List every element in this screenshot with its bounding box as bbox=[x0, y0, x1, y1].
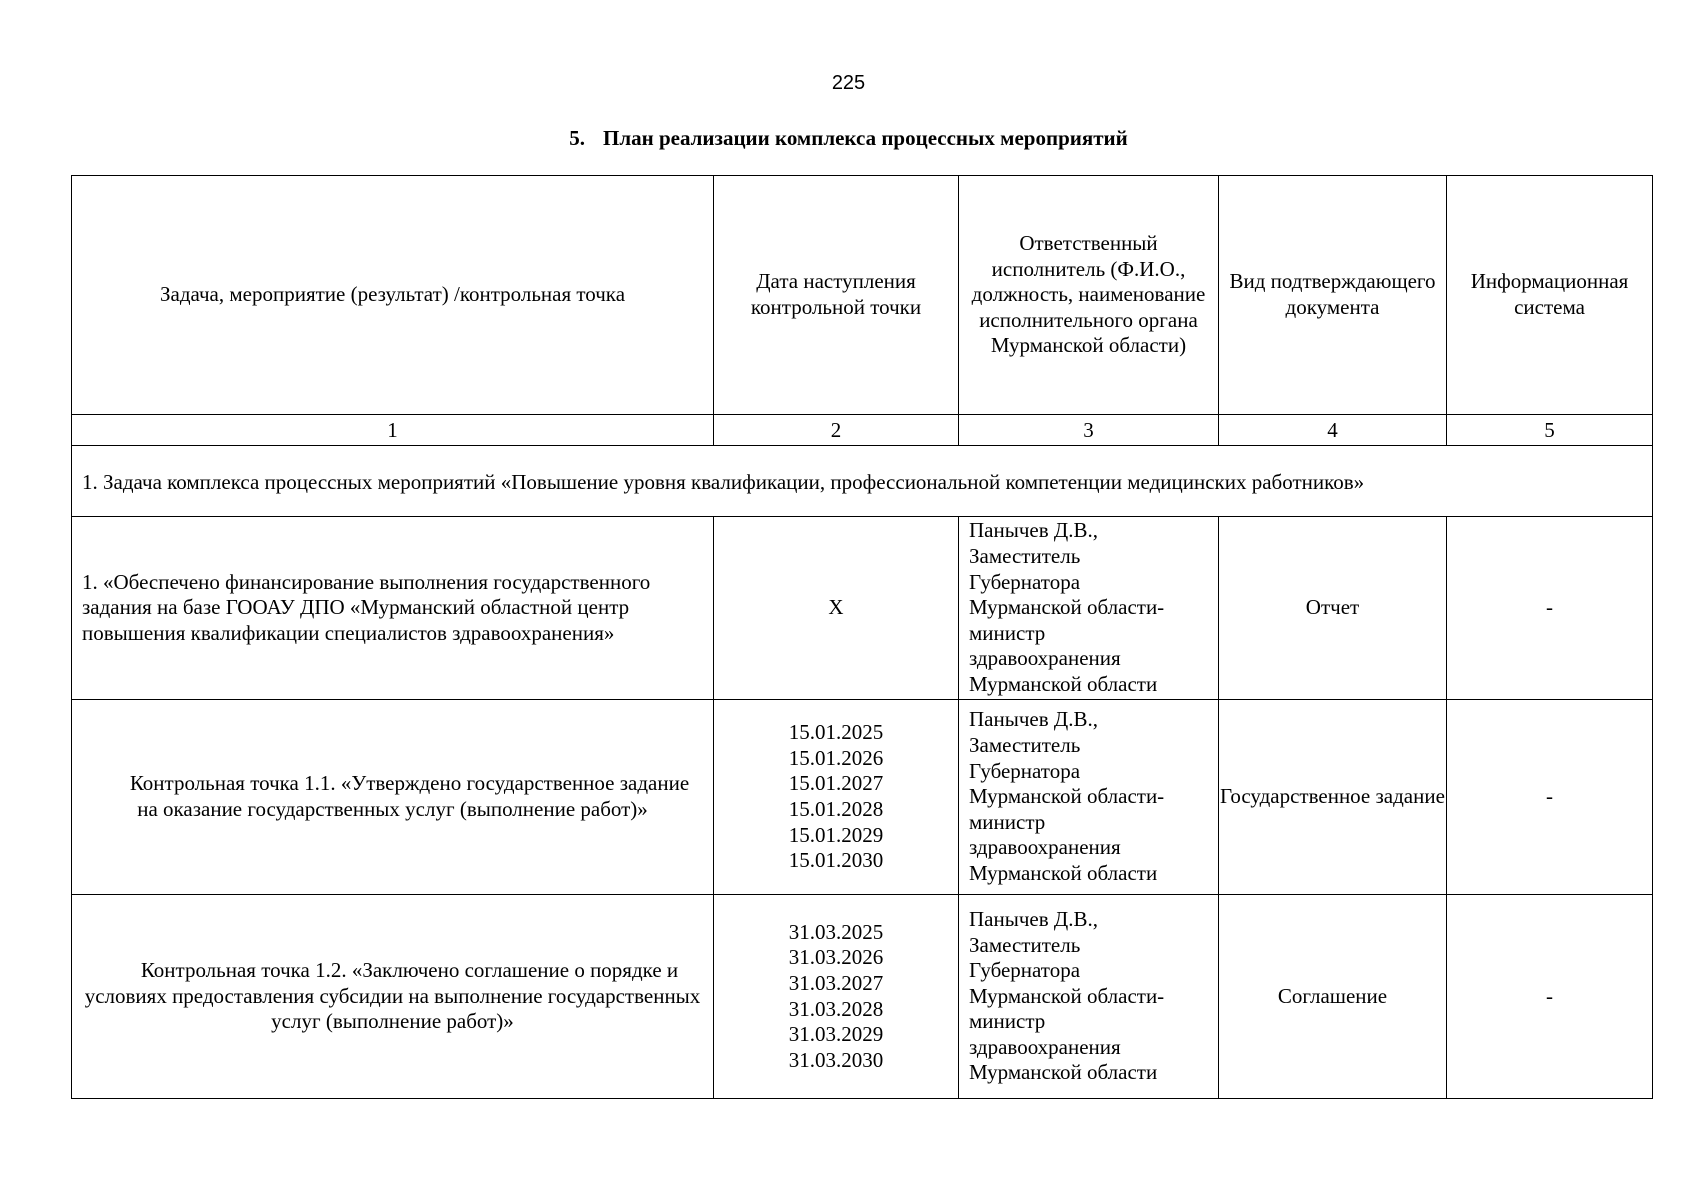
header-responsible: Ответственный исполнитель (Ф.И.О., должность, наименование исполнительного органа Мурманской области) bbox=[959, 176, 1219, 415]
row-date: 15.01.2028 bbox=[788, 797, 884, 821]
row-responsible bbox=[959, 700, 1219, 895]
row-responsible bbox=[959, 517, 1219, 700]
column-number: 1 bbox=[72, 415, 714, 446]
row-date: 15.01.2029 bbox=[788, 822, 884, 847]
row-system: - bbox=[1447, 895, 1653, 1099]
row-name: Контрольная точка 1.2. «Заключено соглашение о порядке и условиях предоставления субсидии на выполнение государственных услуг (выполнение работ)» bbox=[84, 958, 701, 1034]
responsible-line: здравоохранения bbox=[969, 646, 1121, 671]
header-date: Дата наступления контрольной точки bbox=[714, 176, 959, 415]
column-number: 3 bbox=[959, 415, 1219, 446]
row-document: Соглашение bbox=[1219, 895, 1447, 1099]
responsible-line: Губернатора bbox=[969, 758, 1081, 783]
row-date: 31.03.2026 bbox=[788, 945, 884, 970]
row-date: 31.03.2030 bbox=[788, 1047, 884, 1072]
row-dates bbox=[714, 700, 959, 895]
row-date: 31.03.2029 bbox=[788, 1022, 884, 1047]
responsible-line: министр bbox=[969, 620, 1046, 645]
responsible-line: здравоохранения bbox=[969, 835, 1121, 860]
row-date: 15.01.2026 bbox=[788, 745, 884, 770]
header-row bbox=[72, 176, 1653, 415]
responsible-line: Мурманской области bbox=[969, 860, 1158, 885]
responsible-line: Губернатора bbox=[969, 569, 1081, 594]
column-number: 5 bbox=[1447, 415, 1653, 446]
responsible-line: министр bbox=[969, 809, 1046, 834]
row-name-cell bbox=[72, 700, 714, 895]
responsible-line: Мурманской области bbox=[969, 1060, 1158, 1085]
row-name: Контрольная точка 1.1. «Утверждено государственное задание на оказание государственных услуг (выполнение работ)» bbox=[129, 771, 690, 821]
row-dates bbox=[714, 895, 959, 1099]
row-name-cell bbox=[72, 895, 714, 1099]
row-responsible bbox=[959, 895, 1219, 1099]
header-task: Задача, мероприятие (результат) /контрольная точка bbox=[72, 176, 714, 415]
row-date: 15.01.2027 bbox=[788, 771, 884, 796]
header-document: Вид подтверждающего документа bbox=[1219, 176, 1447, 415]
plan-table bbox=[71, 175, 1653, 1099]
row-system: - bbox=[1447, 517, 1653, 700]
table-row bbox=[72, 895, 1653, 1099]
responsible-line: здравоохранения bbox=[969, 1034, 1121, 1059]
responsible-line: Заместитель bbox=[969, 932, 1081, 957]
task-heading-row bbox=[72, 446, 1653, 517]
responsible-line: Панычев Д.В., bbox=[969, 906, 1098, 931]
responsible-line: Мурманской области- bbox=[969, 595, 1165, 620]
task-heading: 1. Задача комплекса процессных мероприятий «Повышение уровня квалификации, профессиональной компетенции медицинских работников» bbox=[72, 446, 1653, 517]
row-date: 31.03.2028 bbox=[788, 996, 884, 1021]
responsible-line: Заместитель bbox=[969, 544, 1081, 569]
row-date: 31.03.2027 bbox=[788, 970, 884, 995]
row-date: X bbox=[828, 595, 844, 620]
responsible-line: Мурманской области- bbox=[969, 983, 1165, 1008]
row-system: - bbox=[1447, 700, 1653, 895]
responsible-line: Панычев Д.В., bbox=[969, 707, 1098, 732]
row-document: Отчет bbox=[1219, 517, 1447, 700]
row-date: 31.03.2025 bbox=[788, 919, 884, 944]
responsible-line: Панычев Д.В., bbox=[969, 518, 1098, 543]
responsible-line: Губернатора bbox=[969, 958, 1081, 983]
row-date: 15.01.2025 bbox=[788, 720, 884, 745]
responsible-line: Мурманской области bbox=[969, 671, 1158, 696]
responsible-line: Заместитель bbox=[969, 733, 1081, 758]
row-document: Государственное задание bbox=[1219, 700, 1447, 895]
section-number: 5. bbox=[569, 126, 585, 150]
column-number: 2 bbox=[714, 415, 959, 446]
column-number-row bbox=[72, 415, 1653, 446]
page-number: 225 bbox=[831, 72, 866, 94]
row-dates bbox=[714, 517, 959, 700]
row-date: 15.01.2030 bbox=[788, 848, 884, 873]
table-row bbox=[72, 517, 1653, 700]
section-title-text: План реализации комплекса процессных мероприятий bbox=[602, 126, 1128, 150]
section-title bbox=[0, 126, 1697, 151]
responsible-line: министр bbox=[969, 1009, 1046, 1034]
row-name: 1. «Обеспечено финансирование выполнения государственного задания на базе ГООАУ ДПО «Мурманский областной центр повышения квалификации специалистов здравоохранения» bbox=[72, 517, 714, 700]
table-row bbox=[72, 700, 1653, 895]
header-system: Информационная система bbox=[1447, 176, 1653, 415]
responsible-line: Мурманской области- bbox=[969, 784, 1165, 809]
column-number: 4 bbox=[1219, 415, 1447, 446]
